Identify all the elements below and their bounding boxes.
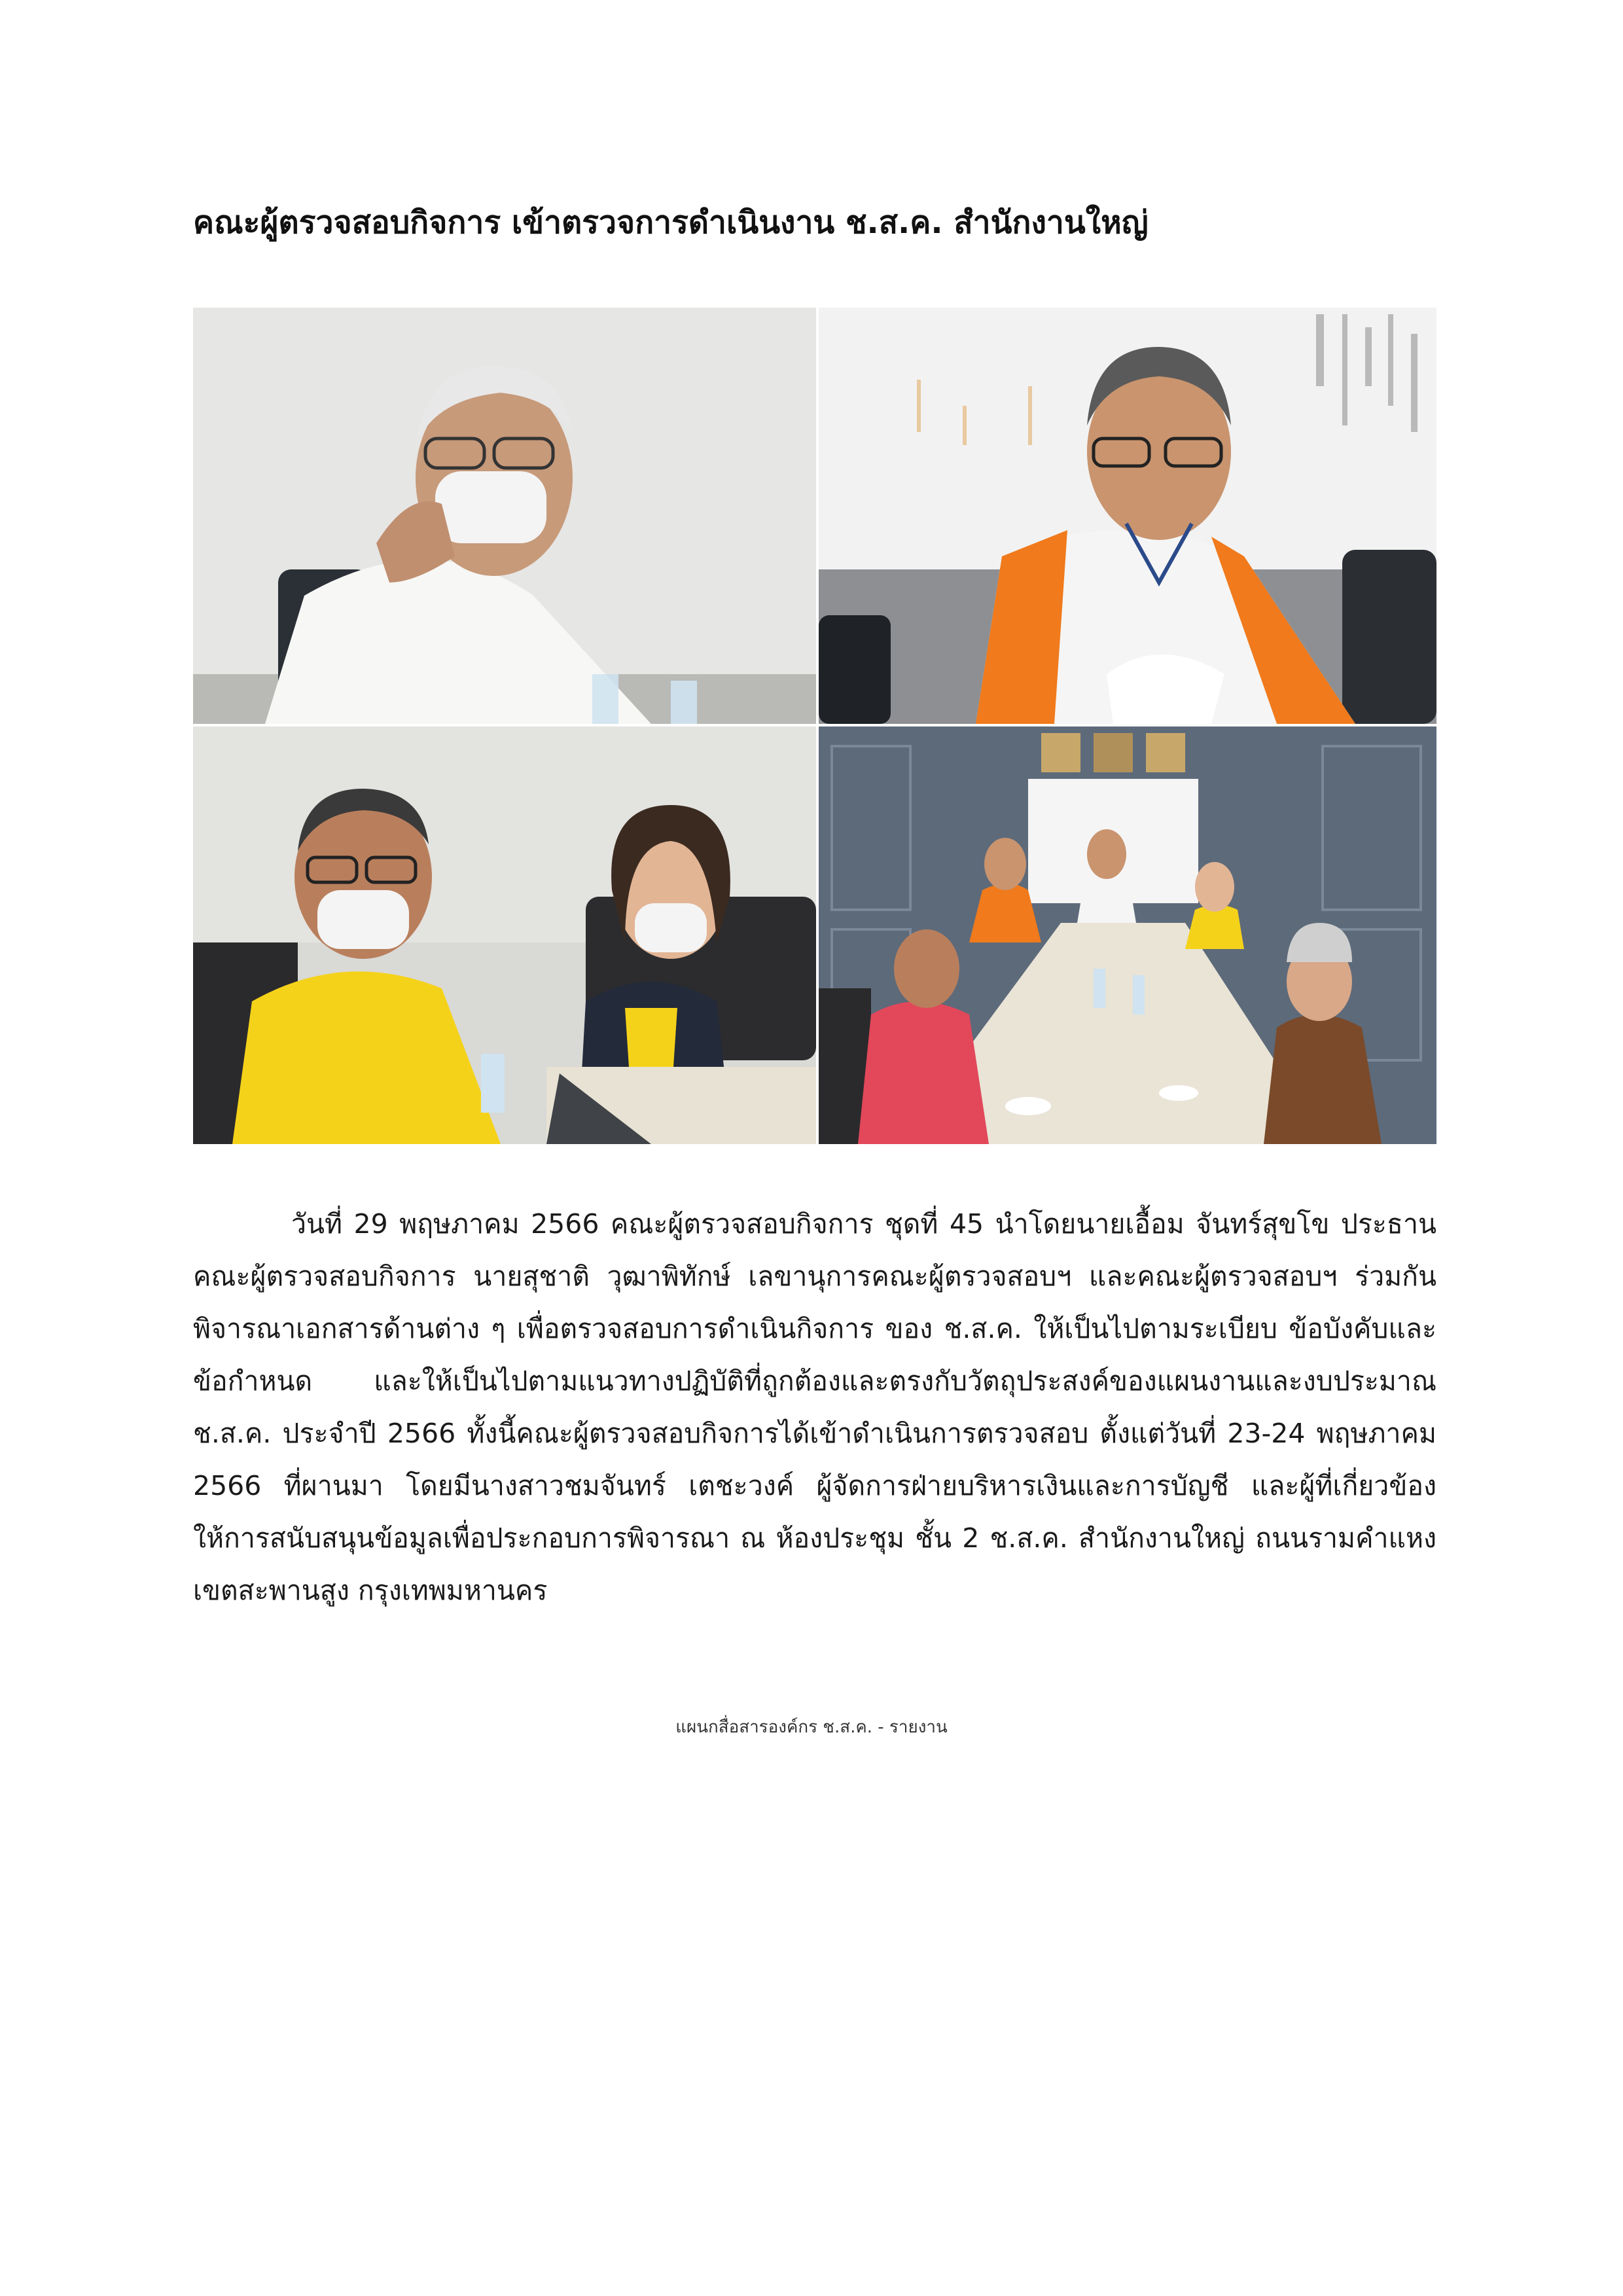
- photo-collage: [193, 308, 1436, 1144]
- committee-chairman-photo: [193, 308, 816, 724]
- committee-member-orange-shirt-photo: [819, 308, 1436, 724]
- meeting-room-overview-photo: [819, 726, 1436, 1144]
- committee-members-yellow-shirts-photo: [193, 726, 816, 1144]
- article-body-paragraph: วันที่ 29 พฤษภาคม 2566 คณะผู้ตรวจสอบกิจการ ชุดที่ 45 นำโดยนายเอื้อม จันทร์สุขโข ประธานคณะผู้ตรวจสอบกิจการ นายสุชาติ วุฒาพิทักษ์ เลขานุการคณะผู้ตรวจสอบฯ และคณะผู้ตรวจสอบฯ ร่วมกันพิจารณาเอกสารด้านต่าง ๆ เพื่อตรวจสอบการดำเนินกิจการ ของ ช.ส.ค. ให้เป็นไปตามระเบียบ ข้อบังคับและข้อกำหนด และให้เป็นไปตามแนวทางปฏิบัติที่ถูกต้องและตรงกับวัตถุประสงค์ของแผนงานและงบประมาณ ช.ส.ค. ประจำปี 2566 ทั้งนี้คณะผู้ตรวจสอบกิจการได้เข้าดำเนินการตรวจสอบ ตั้งแต่วันที่ 23-24 พฤษภาคม 2566 ที่ผานมา โดยมีนางสาวชมจันทร์ เตชะวงค์ ผู้จัดการฝ่ายบริหารเงินและการบัญชี และผู้ที่เกี่ยวข้องให้การสนับสนุนข้อมูลเพื่อประกอบการพิจารณา ณ ห้องประชุม ชั้น 2 ช.ส.ค. สำนักงานใหญ่ ถนนรามคำแหง เขตสะพานสูง กรุงเทพมหานคร: [193, 1208, 1436, 1606]
- footer-credit: แผนกสื่อสารองค์กร ช.ส.ค. - รายงาน: [675, 1717, 948, 1737]
- page-title: คณะผู้ตรวจสอบกิจการ เข้าตรวจการดำเนินงาน ช.ส.ค. สำนักงานใหญ่: [193, 204, 1149, 241]
